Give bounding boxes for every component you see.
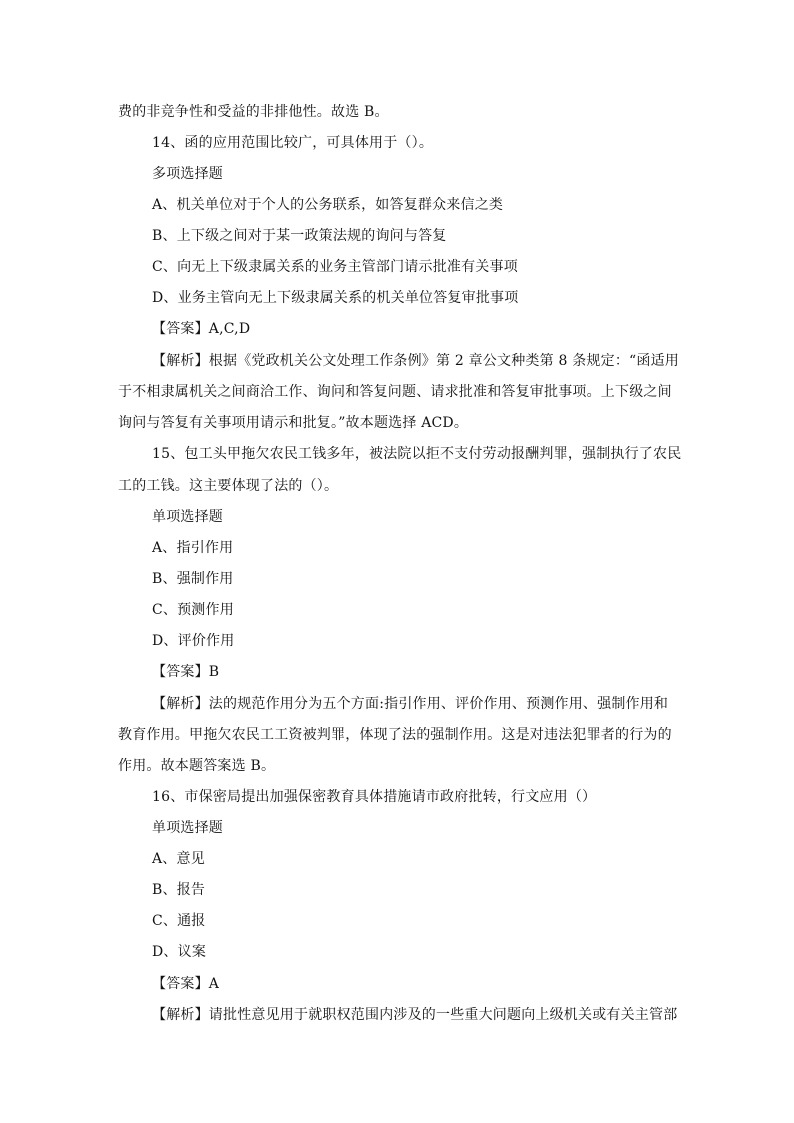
question-type: 单项选择题 (152, 820, 223, 836)
option-a: A、指引作用 (152, 540, 234, 556)
analysis: 【解析】法的规范作用分为五个方面:指引作用、评价作用、预测作用、强制作用和 (152, 696, 669, 712)
option-a: A、机关单位对于个人的公务联系，如答复群众来信之类 (152, 197, 504, 213)
question-14: 14、函的应用范围比较广，可具体用于（）。 (152, 135, 434, 151)
analysis: 【解析】根据《党政机关公文处理工作条例》第 2 章公文种类第 8 条规定：“函适用 (152, 353, 679, 369)
text-line: 教育作用。甲拖欠农民工工资被判罪，体现了法的强制作用。这是对违法犯罪者的行为的 (118, 727, 672, 743)
text-line: 工的工钱。这主要体现了法的（）。 (118, 478, 339, 494)
question-15: 15、包工头甲拖欠农民工钱多年，被法院以拒不支付劳动报酬判罪，强制执行了农民 (152, 446, 682, 462)
option-a: A、意见 (152, 851, 205, 867)
answer: 【答案】B (152, 664, 220, 680)
question-type: 单项选择题 (152, 509, 223, 525)
answer: 【答案】A (152, 976, 220, 992)
answer: 【答案】A,C,D (152, 321, 251, 337)
option-b: B、报告 (152, 882, 206, 898)
text-line: 于不相隶属机关之间商洽工作、询问和答复问题、请求批准和答复审批事项。上下级之间 (118, 384, 672, 400)
option-d: D、评价作用 (152, 633, 235, 649)
option-b: B、强制作用 (152, 571, 234, 587)
question-type: 多项选择题 (152, 166, 223, 182)
option-c: C、预测作用 (152, 602, 234, 618)
option-d: D、业务主管向无上下级隶属关系的机关单位答复审批事项 (152, 290, 519, 306)
question-16: 16、市保密局提出加强保密教育具体措施请市政府批转，行文应用（） (152, 789, 597, 805)
option-c: C、通报 (152, 913, 206, 929)
text-line: 费的非竞争性和受益的非排他性。故选 B。 (118, 104, 389, 120)
text-line: 询问与答复有关事项用请示和批复。”故本题选择 ACD。 (118, 415, 469, 431)
text-line: 作用。故本题答案选 B。 (118, 758, 276, 774)
option-b: B、上下级之间对于某一政策法规的询问与答复 (152, 228, 447, 244)
analysis: 【解析】请批性意见用于就职权范围内涉及的一些重大问题向上级机关或有关主管部 (152, 1007, 678, 1023)
option-d: D、议案 (152, 944, 207, 960)
option-c: C、向无上下级隶属关系的业务主管部门请示批准有关事项 (152, 259, 518, 275)
